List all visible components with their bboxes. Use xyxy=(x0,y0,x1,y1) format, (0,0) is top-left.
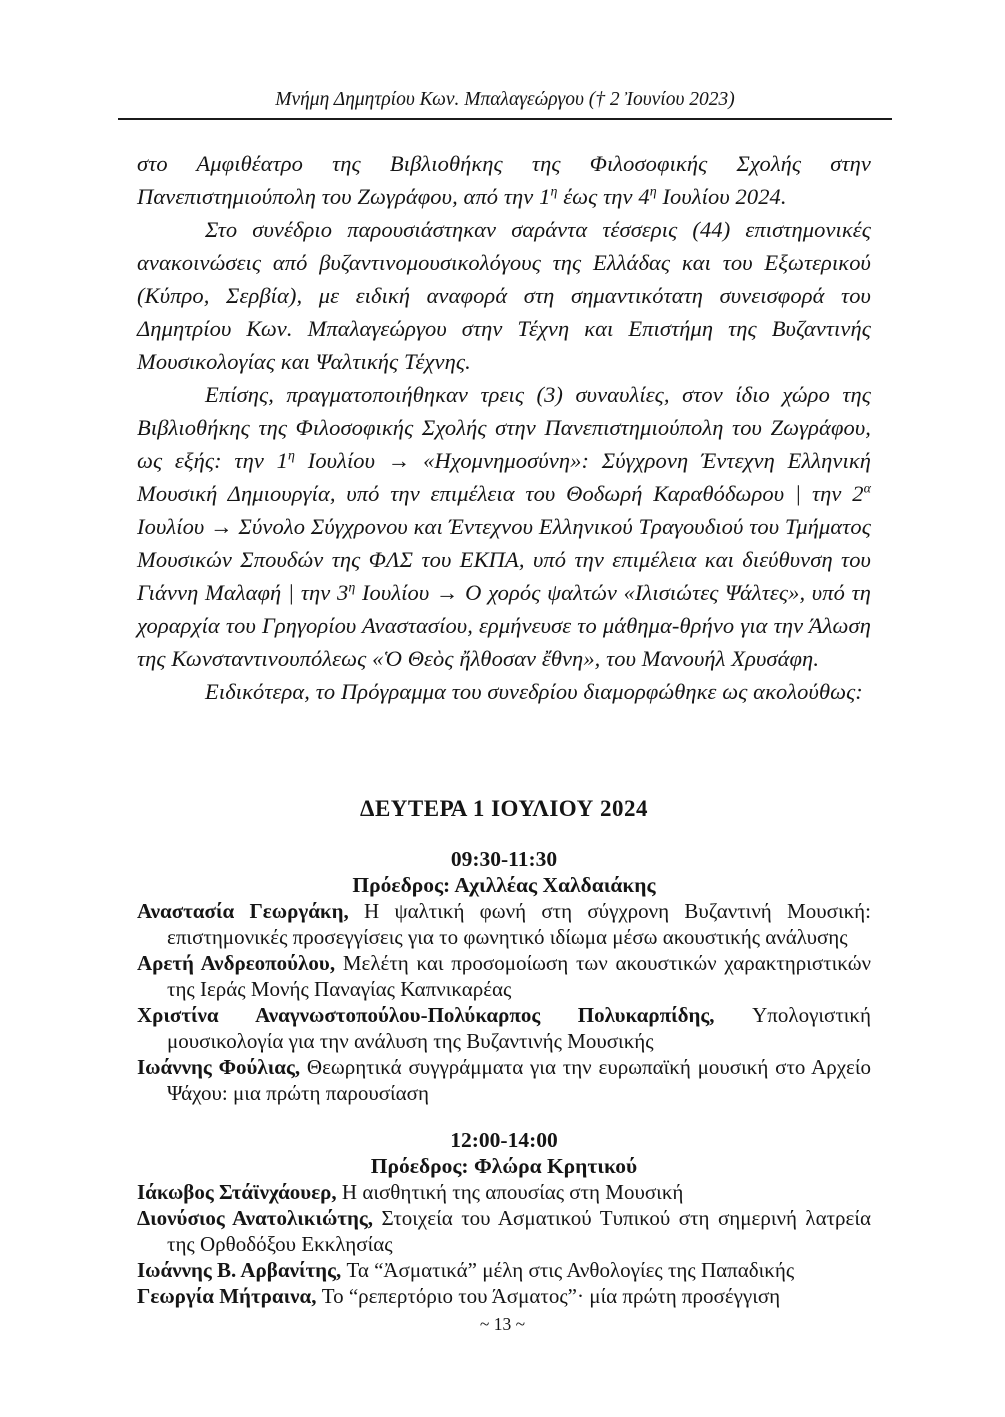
session-2-entries xyxy=(137,1179,871,1309)
program-day-heading: ΔΕΥΤΕΡΑ 1 ΙΟΥΛΙΟΥ 2024 xyxy=(360,796,648,821)
session-1 xyxy=(137,846,871,1106)
paragraph-4: Ειδικότερα, το Πρόγραμμα του συνεδρίου διαμορφώθηκε ως ακολούθως: xyxy=(205,679,863,704)
entry-title: Τα “Ἀσματικά” μέλη στις Ανθολογίες της Παπαδικής xyxy=(346,1258,795,1282)
session-2-time: 12:00-14:00 xyxy=(450,1128,558,1152)
entry-author: Ιωάννης Β. Αρβανίτης, xyxy=(137,1258,347,1282)
entry-author: Αρετή Ανδρεοπούλου, xyxy=(137,951,343,975)
entry-author: Ιωάννης Φούλιας, xyxy=(137,1055,307,1079)
entry-author: Ιάκωβος Στάϊνχάουερ, xyxy=(137,1180,342,1204)
entry-title: Θεωρητικά συγγράμματα για την ευρωπαϊκή μουσική στο Αρχείο Ψάχου: μια πρώτη παρουσίαση xyxy=(167,1055,872,1105)
entry-title: Η αισθητική της απουσίας στη Μουσική xyxy=(341,1180,684,1204)
paragraph-3: Επίσης, πραγματοποιήθηκαν τρεις (3) συναυλίες, στον ίδιο χώρο της Βιβλιοθήκης της Φιλοσοφικής Σχολής στην Πανεπιστημιούπολη του Ζωγράφου, ως εξής: την $1^\eta$ Ιουλίου → «Ηχομνημοσύνη»: Σύγχρονη Έντεχνη Ελληνική Μουσική Δημιουργία, υπό την επιμέλεια του Θοδωρή Καραθόδωρου | την $2^\alpha$ Ιουλίου → Σύνολο Σύγχρονου και Έντεχνου Ελληνικού Τραγουδιού του Τμήματος Μουσικών Σπουδών της ΦΛΣ του ΕΚΠΑ, υπό την επιμέλεια και διεύθυνση του Γιάννη Μαλαφή | την $3^\eta$ Ιουλίου → Ο χορός ψαλτών «Ιλισιώτες Ψάλτες», υπό τη χοραρχία του Γρηγορίου Αναστασίου, ερμήνευσε το μάθημα-θρήνο για την Άλωση της Κωνσταντινουπόλεως «Ὁ Θεὸς ἤλθοσαν ἔθνη», του Μανουήλ Χρυσάφη. xyxy=(137,382,872,671)
program-entry xyxy=(137,1283,871,1309)
narrative-text xyxy=(137,147,871,784)
entry-title: Υπολογιστική μουσικολογία για την ανάλυση της Βυζαντινής Μουσικής xyxy=(167,1003,871,1053)
session-2 xyxy=(137,1127,871,1309)
session-1-chair xyxy=(137,872,871,898)
entry-author: Διονύσιος Ανατολικιώτης, xyxy=(137,1206,382,1230)
program-entry xyxy=(137,898,871,950)
running-header: Μνήμη Δημητρίου Κων. Μπαλαγεώργου († 2 Ἰουνίου 2023) xyxy=(118,88,892,120)
chair-label: Πρόεδρος: xyxy=(370,1154,469,1178)
page-number: ~ 13 ~ xyxy=(479,1314,526,1334)
chair-name: Φλώρα Κρητικού xyxy=(473,1154,638,1178)
entry-title: Στοιχεία του Ασματικού Τυπικού στη σημερινή λατρεία της Ορθοδόξου Εκκλησίας xyxy=(167,1206,871,1256)
paragraph-1: στο Αμφιθέατρο της Βιβλιοθήκης της Φιλοσοφικής Σχολής στην Πανεπιστημιούπολη του Ζωγράφου, από την $1^\eta$ έως την $4^\eta$ Ιουλίου 2024. xyxy=(137,151,871,209)
entry-author: Αναστασία Γεωργάκη, xyxy=(137,899,365,923)
session-1-time: 09:30-11:30 xyxy=(450,847,558,871)
entry-author: Χριστίνα Αναγνωστοπούλου-Πολύκαρπος Πολυκαρπίδης, xyxy=(137,1003,753,1027)
paragraph-2: Στο συνέδριο παρουσιάστηκαν σαράντα τέσσερις (44) επιστημονικές ανακοινώσεις από βυζαντινομουσικολόγους της Ελλάδας και του Εξωτερικού (Κύπρο, Σερβία), με ειδική αναφορά στη σημαντικότατη συνεισφορά του Δημητρίου Κων. Μπαλαγεώργου στην Τέχνη και Επιστήμη της Βυζαντινής Μουσικολογίας και Ψαλτικής Τέχνης. xyxy=(137,217,871,374)
program-entry xyxy=(137,1002,871,1054)
session-2-chair xyxy=(137,1153,871,1179)
chair-label: Πρόεδρος: xyxy=(352,873,451,897)
entry-title: Η ψαλτική φωνή στη σύγχρονη Βυζαντινή Μουσική: επιστημονικές προσεγγίσεις για το φωνητικό ιδίωμα μέσω ακουστικής ανάλυσης xyxy=(167,899,871,949)
program-entry xyxy=(137,950,871,1002)
chair-name: Αχιλλέας Χαλδαιάκης xyxy=(454,873,656,897)
entry-author: Γεωργία Μήτραινα, xyxy=(137,1284,322,1308)
program-entry xyxy=(137,1205,871,1257)
entry-title: Το “ρεπερτόριο του Άσματος”· μία πρώτη προσέγγιση xyxy=(321,1284,781,1308)
program-entry xyxy=(137,1179,871,1205)
program-entry xyxy=(137,1257,871,1283)
session-1-entries xyxy=(137,898,871,1106)
entry-title: Μελέτη και προσομοίωση των ακουστικών χαρακτηριστικών της Ιεράς Μονής Παναγίας Καπνικαρέας xyxy=(167,951,872,1001)
program-entry xyxy=(137,1054,871,1106)
page-content xyxy=(137,147,871,1309)
